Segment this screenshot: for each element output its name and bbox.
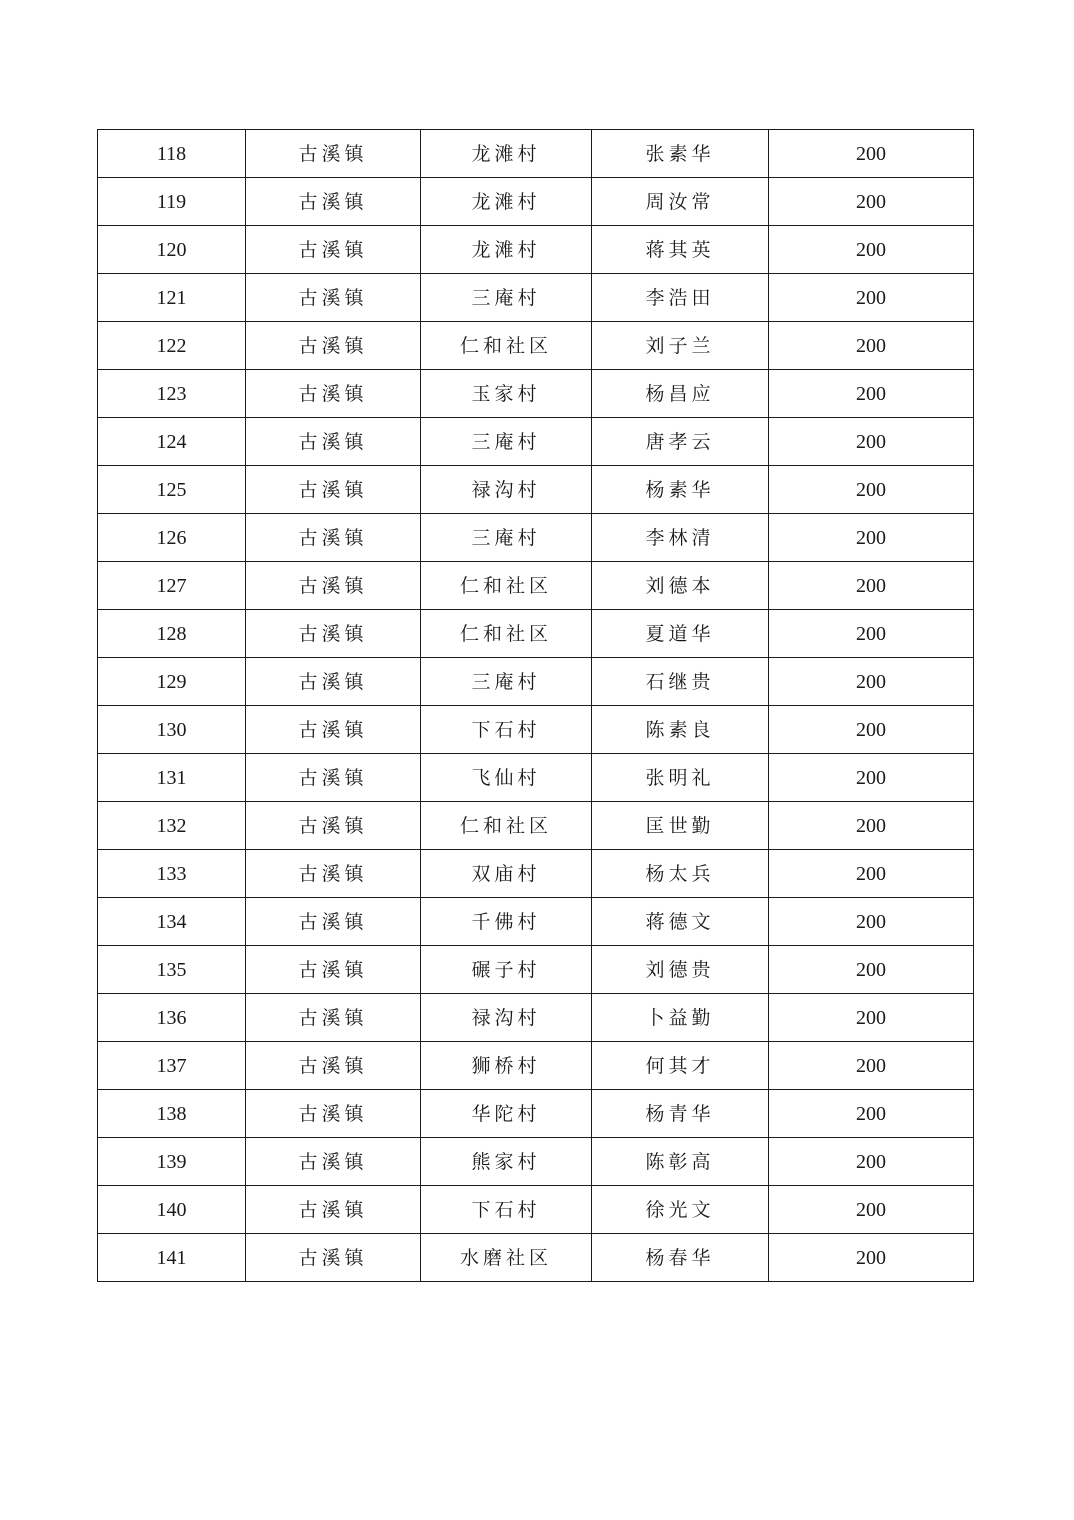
cell-serial-number: 125 <box>98 466 246 514</box>
cell-person-name: 何其才 <box>592 1042 769 1090</box>
cell-town: 古溪镇 <box>246 802 421 850</box>
cell-amount: 200 <box>769 658 974 706</box>
cell-person-name: 杨太兵 <box>592 850 769 898</box>
cell-serial-number: 124 <box>98 418 246 466</box>
cell-serial-number: 120 <box>98 226 246 274</box>
table-row <box>98 1042 974 1090</box>
cell-person-name: 唐孝云 <box>592 418 769 466</box>
cell-town: 古溪镇 <box>246 850 421 898</box>
cell-amount: 200 <box>769 1234 974 1282</box>
cell-serial-number: 133 <box>98 850 246 898</box>
cell-village: 仁和社区 <box>421 610 592 658</box>
cell-village: 下石村 <box>421 706 592 754</box>
cell-person-name: 匡世勤 <box>592 802 769 850</box>
cell-person-name: 李浩田 <box>592 274 769 322</box>
cell-town: 古溪镇 <box>246 130 421 178</box>
cell-amount: 200 <box>769 802 974 850</box>
cell-serial-number: 136 <box>98 994 246 1042</box>
cell-amount: 200 <box>769 1186 974 1234</box>
cell-amount: 200 <box>769 1042 974 1090</box>
table-row <box>98 802 974 850</box>
cell-person-name: 刘子兰 <box>592 322 769 370</box>
cell-serial-number: 134 <box>98 898 246 946</box>
cell-town: 古溪镇 <box>246 898 421 946</box>
cell-amount: 200 <box>769 898 974 946</box>
cell-person-name: 张素华 <box>592 130 769 178</box>
table-row <box>98 274 974 322</box>
cell-person-name: 刘德本 <box>592 562 769 610</box>
cell-amount: 200 <box>769 994 974 1042</box>
cell-person-name: 周汝常 <box>592 178 769 226</box>
cell-amount: 200 <box>769 610 974 658</box>
cell-serial-number: 138 <box>98 1090 246 1138</box>
cell-person-name: 杨昌应 <box>592 370 769 418</box>
table-row <box>98 610 974 658</box>
cell-village: 龙滩村 <box>421 226 592 274</box>
cell-town: 古溪镇 <box>246 226 421 274</box>
cell-person-name: 李林清 <box>592 514 769 562</box>
cell-serial-number: 119 <box>98 178 246 226</box>
cell-amount: 200 <box>769 226 974 274</box>
cell-village: 龙滩村 <box>421 130 592 178</box>
cell-village: 狮桥村 <box>421 1042 592 1090</box>
table-row <box>98 754 974 802</box>
cell-village: 玉家村 <box>421 370 592 418</box>
cell-serial-number: 128 <box>98 610 246 658</box>
cell-amount: 200 <box>769 466 974 514</box>
cell-amount: 200 <box>769 754 974 802</box>
cell-village: 下石村 <box>421 1186 592 1234</box>
cell-town: 古溪镇 <box>246 562 421 610</box>
cell-village: 华陀村 <box>421 1090 592 1138</box>
table-row <box>98 1186 974 1234</box>
cell-serial-number: 121 <box>98 274 246 322</box>
cell-person-name: 刘德贵 <box>592 946 769 994</box>
cell-town: 古溪镇 <box>246 1090 421 1138</box>
cell-amount: 200 <box>769 562 974 610</box>
cell-town: 古溪镇 <box>246 466 421 514</box>
cell-serial-number: 132 <box>98 802 246 850</box>
cell-village: 仁和社区 <box>421 562 592 610</box>
cell-village: 禄沟村 <box>421 994 592 1042</box>
cell-amount: 200 <box>769 706 974 754</box>
table-row <box>98 706 974 754</box>
cell-serial-number: 126 <box>98 514 246 562</box>
cell-amount: 200 <box>769 274 974 322</box>
cell-amount: 200 <box>769 418 974 466</box>
cell-amount: 200 <box>769 130 974 178</box>
cell-person-name: 张明礼 <box>592 754 769 802</box>
cell-village: 三庵村 <box>421 418 592 466</box>
cell-village: 熊家村 <box>421 1138 592 1186</box>
table-row <box>98 514 974 562</box>
roster-table-body <box>98 130 974 1282</box>
cell-person-name: 石继贵 <box>592 658 769 706</box>
cell-village: 三庵村 <box>421 514 592 562</box>
cell-village: 水磨社区 <box>421 1234 592 1282</box>
cell-serial-number: 122 <box>98 322 246 370</box>
cell-amount: 200 <box>769 514 974 562</box>
cell-amount: 200 <box>769 850 974 898</box>
cell-serial-number: 129 <box>98 658 246 706</box>
cell-person-name: 夏道华 <box>592 610 769 658</box>
cell-village: 禄沟村 <box>421 466 592 514</box>
cell-village: 碾子村 <box>421 946 592 994</box>
cell-village: 龙滩村 <box>421 178 592 226</box>
cell-town: 古溪镇 <box>246 1042 421 1090</box>
table-row <box>98 658 974 706</box>
cell-village: 飞仙村 <box>421 754 592 802</box>
cell-serial-number: 139 <box>98 1138 246 1186</box>
table-row <box>98 226 974 274</box>
cell-village: 三庵村 <box>421 658 592 706</box>
cell-serial-number: 118 <box>98 130 246 178</box>
cell-town: 古溪镇 <box>246 946 421 994</box>
cell-person-name: 杨春华 <box>592 1234 769 1282</box>
cell-town: 古溪镇 <box>246 1138 421 1186</box>
cell-person-name: 蒋其英 <box>592 226 769 274</box>
cell-amount: 200 <box>769 322 974 370</box>
cell-town: 古溪镇 <box>246 178 421 226</box>
cell-amount: 200 <box>769 1138 974 1186</box>
table-row <box>98 370 974 418</box>
cell-town: 古溪镇 <box>246 274 421 322</box>
cell-amount: 200 <box>769 370 974 418</box>
cell-town: 古溪镇 <box>246 706 421 754</box>
cell-amount: 200 <box>769 1090 974 1138</box>
cell-serial-number: 140 <box>98 1186 246 1234</box>
cell-amount: 200 <box>769 946 974 994</box>
table-row <box>98 466 974 514</box>
table-row <box>98 1234 974 1282</box>
cell-person-name: 杨素华 <box>592 466 769 514</box>
cell-town: 古溪镇 <box>246 610 421 658</box>
cell-person-name: 陈彰高 <box>592 1138 769 1186</box>
table-row <box>98 562 974 610</box>
cell-amount: 200 <box>769 178 974 226</box>
table-row <box>98 898 974 946</box>
cell-village: 仁和社区 <box>421 802 592 850</box>
cell-village: 千佛村 <box>421 898 592 946</box>
cell-serial-number: 130 <box>98 706 246 754</box>
table-row <box>98 850 974 898</box>
roster-table <box>97 129 974 1282</box>
table-row <box>98 130 974 178</box>
cell-serial-number: 123 <box>98 370 246 418</box>
cell-serial-number: 141 <box>98 1234 246 1282</box>
cell-serial-number: 127 <box>98 562 246 610</box>
table-row <box>98 994 974 1042</box>
cell-person-name: 陈素良 <box>592 706 769 754</box>
cell-town: 古溪镇 <box>246 418 421 466</box>
cell-person-name: 杨青华 <box>592 1090 769 1138</box>
cell-town: 古溪镇 <box>246 1234 421 1282</box>
cell-serial-number: 135 <box>98 946 246 994</box>
table-row <box>98 1090 974 1138</box>
table-row <box>98 418 974 466</box>
cell-town: 古溪镇 <box>246 514 421 562</box>
cell-person-name: 徐光文 <box>592 1186 769 1234</box>
cell-town: 古溪镇 <box>246 370 421 418</box>
cell-town: 古溪镇 <box>246 1186 421 1234</box>
cell-village: 三庵村 <box>421 274 592 322</box>
cell-town: 古溪镇 <box>246 994 421 1042</box>
cell-town: 古溪镇 <box>246 322 421 370</box>
cell-serial-number: 131 <box>98 754 246 802</box>
cell-person-name: 蒋德文 <box>592 898 769 946</box>
cell-person-name: 卜益勤 <box>592 994 769 1042</box>
cell-town: 古溪镇 <box>246 754 421 802</box>
cell-village: 仁和社区 <box>421 322 592 370</box>
table-row <box>98 178 974 226</box>
table-row <box>98 1138 974 1186</box>
cell-serial-number: 137 <box>98 1042 246 1090</box>
table-row <box>98 946 974 994</box>
cell-town: 古溪镇 <box>246 658 421 706</box>
table-row <box>98 322 974 370</box>
cell-village: 双庙村 <box>421 850 592 898</box>
